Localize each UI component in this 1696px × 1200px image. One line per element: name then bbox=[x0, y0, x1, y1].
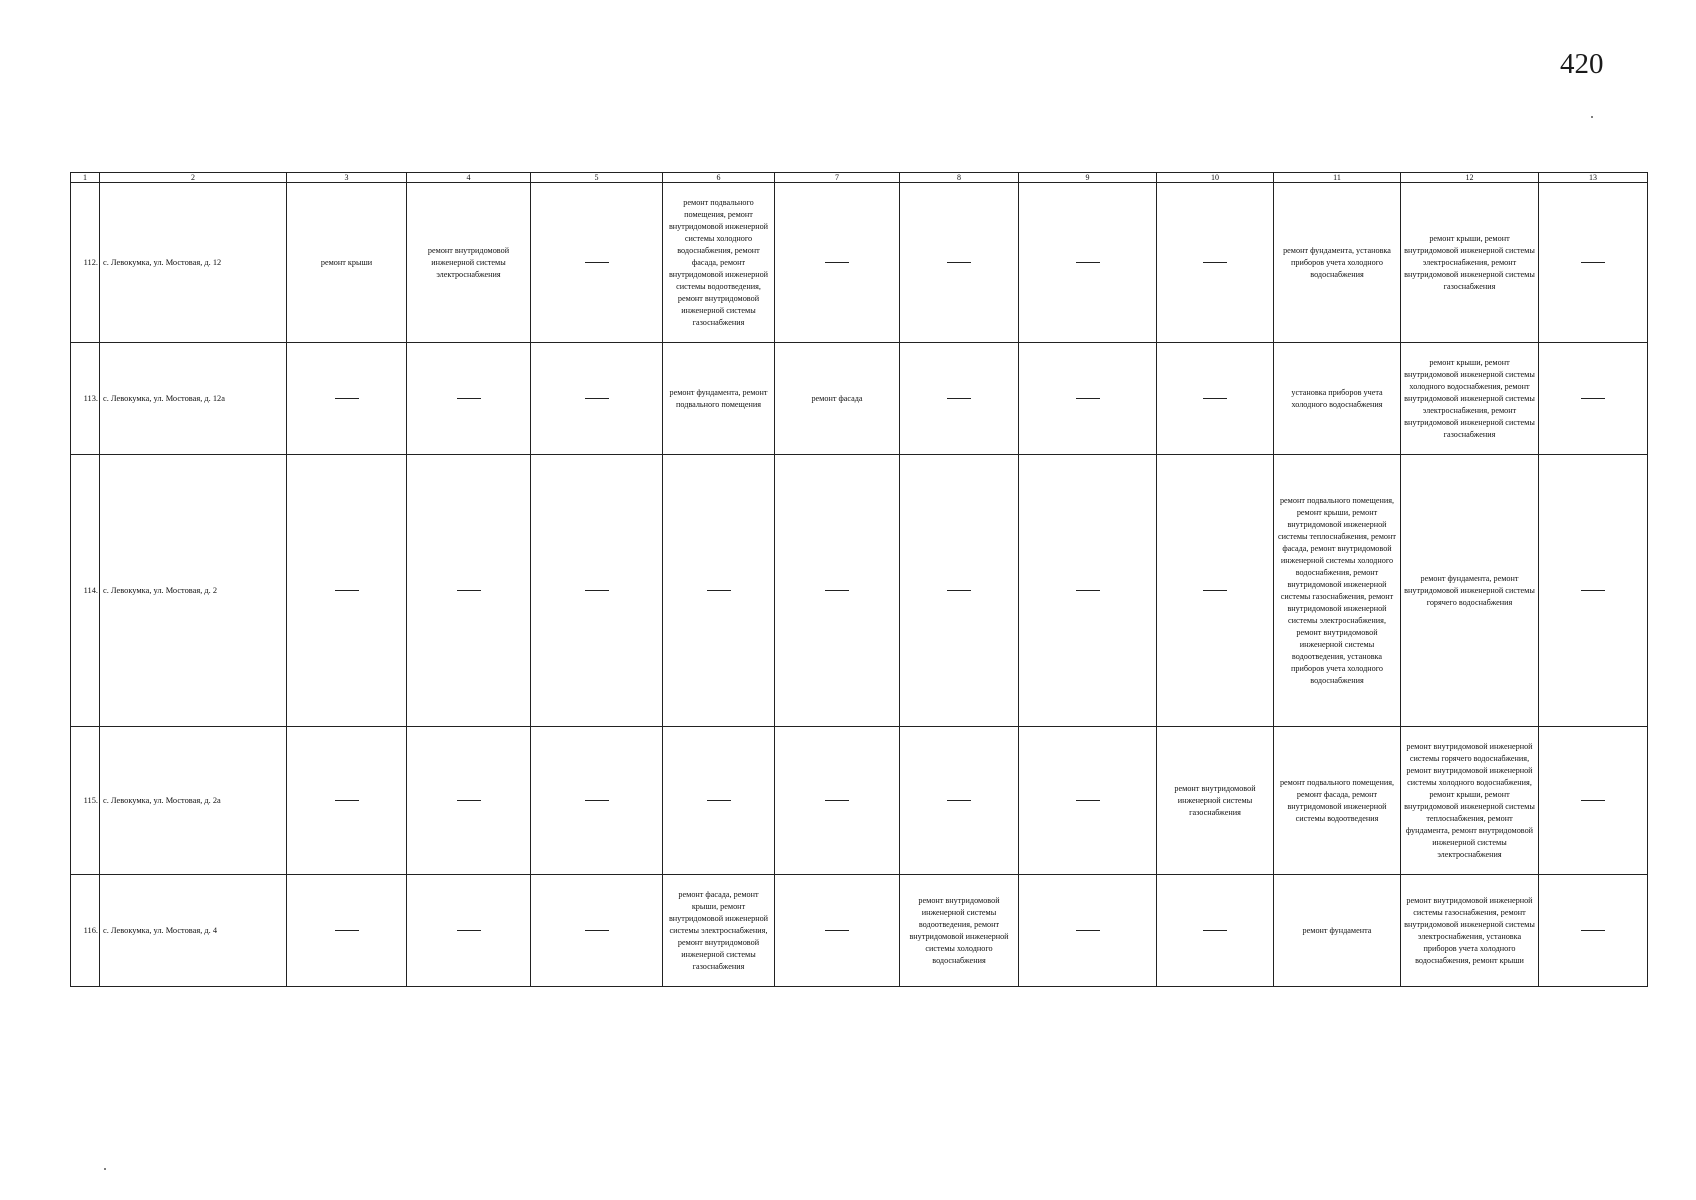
empty-dash bbox=[457, 398, 481, 399]
work-cell bbox=[407, 343, 531, 455]
work-cell bbox=[900, 343, 1019, 455]
empty-dash bbox=[707, 800, 731, 801]
work-cell: ремонт внутридомовой инженерной системы водоотведения, ремонт внутридомовой инженерной системы холодного водоснабжения bbox=[900, 875, 1019, 987]
table-header bbox=[71, 173, 1648, 183]
column-number: 7 bbox=[775, 173, 900, 183]
work-cell bbox=[1157, 455, 1274, 727]
empty-dash bbox=[1203, 262, 1227, 263]
work-cell bbox=[900, 455, 1019, 727]
empty-dash bbox=[825, 800, 849, 801]
work-cell bbox=[1019, 183, 1157, 343]
scan-speck bbox=[104, 1168, 106, 1170]
empty-dash bbox=[585, 930, 609, 931]
repair-schedule-table bbox=[70, 172, 1648, 987]
column-number-row bbox=[71, 173, 1648, 183]
work-cell: ремонт фундамента, ремонт подвального помещения bbox=[663, 343, 775, 455]
work-cell bbox=[407, 875, 531, 987]
empty-dash bbox=[947, 800, 971, 801]
column-number: 5 bbox=[531, 173, 663, 183]
work-cell bbox=[775, 183, 900, 343]
empty-dash bbox=[585, 800, 609, 801]
row-number: 116. bbox=[71, 875, 100, 987]
work-cell: ремонт внутридомовой инженерной системы газоснабжения, ремонт внутридомовой инженерной системы электроснабжения, установка приборов учета холодного водоснабжения, ремонт крыши bbox=[1401, 875, 1539, 987]
empty-dash bbox=[585, 590, 609, 591]
work-cell: ремонт внутридомовой инженерной системы газоснабжения bbox=[1157, 727, 1274, 875]
work-cell bbox=[1157, 875, 1274, 987]
work-cell bbox=[531, 183, 663, 343]
row-number: 112. bbox=[71, 183, 100, 343]
scan-speck bbox=[1591, 116, 1593, 118]
work-cell bbox=[663, 727, 775, 875]
column-number: 8 bbox=[900, 173, 1019, 183]
work-cell: ремонт фасада bbox=[775, 343, 900, 455]
work-cell bbox=[531, 875, 663, 987]
work-cell bbox=[1539, 183, 1648, 343]
empty-dash bbox=[825, 590, 849, 591]
work-cell bbox=[1539, 875, 1648, 987]
empty-dash bbox=[1581, 800, 1605, 801]
work-cell bbox=[531, 455, 663, 727]
work-cell: ремонт фундамента, установка приборов учета холодного водоснабжения bbox=[1274, 183, 1401, 343]
work-cell bbox=[531, 727, 663, 875]
row-number: 114. bbox=[71, 455, 100, 727]
work-cell: ремонт крыши, ремонт внутридомовой инженерной системы электроснабжения, ремонт внутридомовой инженерной системы газоснабжения bbox=[1401, 183, 1539, 343]
column-number: 4 bbox=[407, 173, 531, 183]
work-cell: ремонт подвального помещения, ремонт фасада, ремонт внутридомовой инженерной системы водоотведения bbox=[1274, 727, 1401, 875]
work-cell: ремонт подвального помещения, ремонт крыши, ремонт внутридомовой инженерной системы теплоснабжения, ремонт фасада, ремонт внутридомовой инженерной системы холодного водоснабжения, ремонт внутридомовой инженерной системы газоснабжения, ремонт внутридомовой инженерной системы электроснабжения, ремонт внутридомовой инженерной системы водоотведения, установка приборов учета холодного водоснабжения bbox=[1274, 455, 1401, 727]
work-cell bbox=[287, 727, 407, 875]
work-cell bbox=[1019, 727, 1157, 875]
empty-dash bbox=[457, 800, 481, 801]
empty-dash bbox=[1581, 398, 1605, 399]
column-number: 6 bbox=[663, 173, 775, 183]
work-cell bbox=[775, 455, 900, 727]
work-cell bbox=[900, 727, 1019, 875]
work-cell: ремонт внутридомовой инженерной системы горячего водоснабжения, ремонт внутридомовой инженерной системы холодного водоснабжения, ремонт крыши, ремонт внутридомовой инженерной системы теплоснабжения, ремонт фундамента, ремонт внутридомовой инженерной системы электроснабжения bbox=[1401, 727, 1539, 875]
table-row bbox=[71, 183, 1648, 343]
row-number: 113. bbox=[71, 343, 100, 455]
empty-dash bbox=[1581, 930, 1605, 931]
column-number: 12 bbox=[1401, 173, 1539, 183]
column-number: 2 bbox=[100, 173, 287, 183]
work-cell bbox=[1539, 343, 1648, 455]
work-cell bbox=[775, 727, 900, 875]
empty-dash bbox=[335, 398, 359, 399]
work-cell bbox=[287, 343, 407, 455]
work-cell bbox=[287, 875, 407, 987]
table-row bbox=[71, 455, 1648, 727]
column-number: 10 bbox=[1157, 173, 1274, 183]
empty-dash bbox=[947, 590, 971, 591]
address-cell: с. Левокумка, ул. Мостовая, д. 2а bbox=[100, 727, 287, 875]
work-cell bbox=[407, 727, 531, 875]
work-cell bbox=[287, 455, 407, 727]
empty-dash bbox=[457, 590, 481, 591]
column-number: 3 bbox=[287, 173, 407, 183]
work-cell: ремонт фундамента, ремонт внутридомовой инженерной системы горячего водоснабжения bbox=[1401, 455, 1539, 727]
empty-dash bbox=[1076, 590, 1100, 591]
work-cell bbox=[900, 183, 1019, 343]
empty-dash bbox=[947, 398, 971, 399]
empty-dash bbox=[947, 262, 971, 263]
address-cell: с. Левокумка, ул. Мостовая, д. 12 bbox=[100, 183, 287, 343]
work-cell bbox=[775, 875, 900, 987]
row-number: 115. bbox=[71, 727, 100, 875]
empty-dash bbox=[1203, 590, 1227, 591]
work-cell: установка приборов учета холодного водоснабжения bbox=[1274, 343, 1401, 455]
table-row bbox=[71, 875, 1648, 987]
work-cell: ремонт крыши, ремонт внутридомовой инженерной системы холодного водоснабжения, ремонт внутридомовой инженерной системы электроснабжения, ремонт внутридомовой инженерной системы газоснабжения bbox=[1401, 343, 1539, 455]
work-cell bbox=[1539, 727, 1648, 875]
empty-dash bbox=[1581, 590, 1605, 591]
address-cell: с. Левокумка, ул. Мостовая, д. 2 bbox=[100, 455, 287, 727]
empty-dash bbox=[825, 930, 849, 931]
work-cell bbox=[407, 455, 531, 727]
work-cell bbox=[1019, 455, 1157, 727]
work-cell bbox=[1539, 455, 1648, 727]
empty-dash bbox=[1076, 800, 1100, 801]
work-cell: ремонт крыши bbox=[287, 183, 407, 343]
empty-dash bbox=[335, 590, 359, 591]
table-body bbox=[71, 183, 1648, 987]
empty-dash bbox=[1076, 262, 1100, 263]
address-cell: с. Левокумка, ул. Мостовая, д. 12а bbox=[100, 343, 287, 455]
work-cell: ремонт фундамента bbox=[1274, 875, 1401, 987]
page-number: 420 bbox=[1560, 48, 1604, 80]
work-cell bbox=[1157, 183, 1274, 343]
empty-dash bbox=[585, 262, 609, 263]
empty-dash bbox=[825, 262, 849, 263]
empty-dash bbox=[335, 930, 359, 931]
empty-dash bbox=[1076, 930, 1100, 931]
column-number: 1 bbox=[71, 173, 100, 183]
empty-dash bbox=[457, 930, 481, 931]
work-cell bbox=[1019, 875, 1157, 987]
empty-dash bbox=[1076, 398, 1100, 399]
empty-dash bbox=[1581, 262, 1605, 263]
work-cell: ремонт подвального помещения, ремонт внутридомовой инженерной системы холодного водоснабжения, ремонт фасада, ремонт внутридомовой инженерной системы водоотведения, ремонт внутридомовой инженерной системы газоснабжения bbox=[663, 183, 775, 343]
table-row bbox=[71, 727, 1648, 875]
address-cell: с. Левокумка, ул. Мостовая, д. 4 bbox=[100, 875, 287, 987]
work-cell bbox=[1019, 343, 1157, 455]
column-number: 9 bbox=[1019, 173, 1157, 183]
work-cell: ремонт фасада, ремонт крыши, ремонт внутридомовой инженерной системы электроснабжения, ремонт внутридомовой инженерной системы газоснабжения bbox=[663, 875, 775, 987]
column-number: 11 bbox=[1274, 173, 1401, 183]
work-cell bbox=[663, 455, 775, 727]
empty-dash bbox=[707, 590, 731, 591]
work-cell bbox=[531, 343, 663, 455]
work-cell: ремонт внутридомовой инженерной системы электроснабжения bbox=[407, 183, 531, 343]
empty-dash bbox=[585, 398, 609, 399]
empty-dash bbox=[1203, 930, 1227, 931]
empty-dash bbox=[1203, 398, 1227, 399]
work-cell bbox=[1157, 343, 1274, 455]
column-number: 13 bbox=[1539, 173, 1648, 183]
table-row bbox=[71, 343, 1648, 455]
empty-dash bbox=[335, 800, 359, 801]
